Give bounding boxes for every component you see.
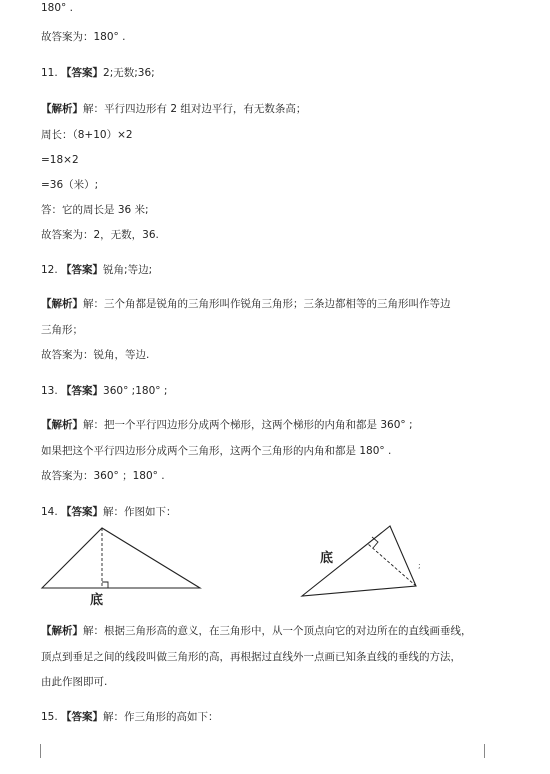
text-line — [41, 384, 167, 398]
section-tag: 【答案】 — [61, 264, 104, 276]
line-text: 2;无数;36; — [103, 67, 155, 79]
section-tag: 【解析】 — [41, 419, 83, 431]
triangle-figure-right — [296, 520, 426, 602]
line-text: 解：作图如下： — [103, 506, 177, 518]
text-line — [41, 1, 73, 15]
section-tag: 【答案】 — [61, 385, 104, 397]
line-text: 解：三个角都是锐角的三角形叫作锐角三角形；三条边都相等的三角形叫作等边 — [83, 298, 451, 310]
page-corner-mark-right — [484, 744, 499, 758]
line-text: 三角形； — [41, 324, 83, 336]
line-text: 故答案为：180° . — [41, 31, 126, 43]
line-text: 故答案为：360° ；180° . — [41, 470, 165, 482]
text-line — [41, 675, 107, 689]
line-text: 360° ;180° ; — [103, 385, 168, 397]
text-line — [41, 418, 413, 432]
line-text: 锐角;等边; — [103, 264, 153, 276]
line-text: 顶点到垂足之间的线段叫做三角形的高，再根据过直线外一点画已知条直线的垂线的方法， — [41, 651, 461, 663]
line-text: 180° . — [41, 2, 73, 14]
text-line — [41, 624, 472, 638]
base-label-right: 底 — [320, 551, 334, 566]
text-line — [41, 30, 125, 44]
text-line — [41, 263, 152, 277]
base-label-left: 底 — [90, 593, 104, 608]
question-number: 12. — [41, 264, 62, 276]
line-text: 如果把这个平行四边形分成两个三角形，这两个三角形的内角和都是 180° . — [41, 445, 392, 457]
line-text: 解：作三角形的高如下： — [103, 711, 219, 723]
text-line — [41, 228, 159, 242]
text-line — [41, 650, 461, 664]
question-number: 15. — [41, 711, 62, 723]
text-line — [41, 203, 149, 217]
line-text: 周长：（8+10）×2 — [41, 129, 133, 141]
question-number: 11. — [41, 67, 62, 79]
page-corner-mark-left — [26, 744, 41, 758]
line-text: 由此作图即可. — [41, 676, 108, 688]
section-tag: 【答案】 — [61, 506, 104, 518]
text-line — [41, 178, 98, 192]
section-tag: 【答案】 — [61, 67, 104, 79]
text-line — [41, 710, 219, 724]
line-text: 故答案为：2，无数，36. — [41, 229, 159, 241]
section-tag: 【解析】 — [41, 103, 83, 115]
text-line — [41, 297, 451, 311]
text-line — [41, 323, 83, 337]
section-tag: 【解析】 — [41, 625, 83, 637]
text-line — [41, 348, 149, 362]
text-line — [41, 128, 133, 142]
text-line — [41, 469, 165, 483]
text-line — [41, 66, 155, 80]
triangle-figure-left — [38, 522, 208, 610]
line-text: =18×2 — [41, 154, 79, 166]
line-text: 解：把一个平行四边形分成两个梯形，这两个梯形的内角和都是 360° ; — [83, 419, 413, 431]
line-text: 答：它的周长是 36 米; — [41, 204, 149, 216]
svg-text:;: ; — [418, 561, 421, 570]
text-line — [41, 153, 79, 167]
text-line — [41, 102, 306, 116]
line-text: =36（米）; — [41, 179, 99, 191]
text-line — [41, 505, 177, 519]
question-number: 13. — [41, 385, 62, 397]
section-tag: 【答案】 — [61, 711, 104, 723]
question-number: 14. — [41, 506, 62, 518]
section-tag: 【解析】 — [41, 298, 83, 310]
text-line — [41, 444, 391, 458]
line-text: 解：根据三角形高的意义，在三角形中，从一个顶点向它的对边所在的直线画垂线， — [83, 625, 472, 637]
line-text: 解：平行四边形有 2 组对边平行，有无数条高； — [83, 103, 307, 115]
line-text: 故答案为：锐角，等边. — [41, 349, 150, 361]
